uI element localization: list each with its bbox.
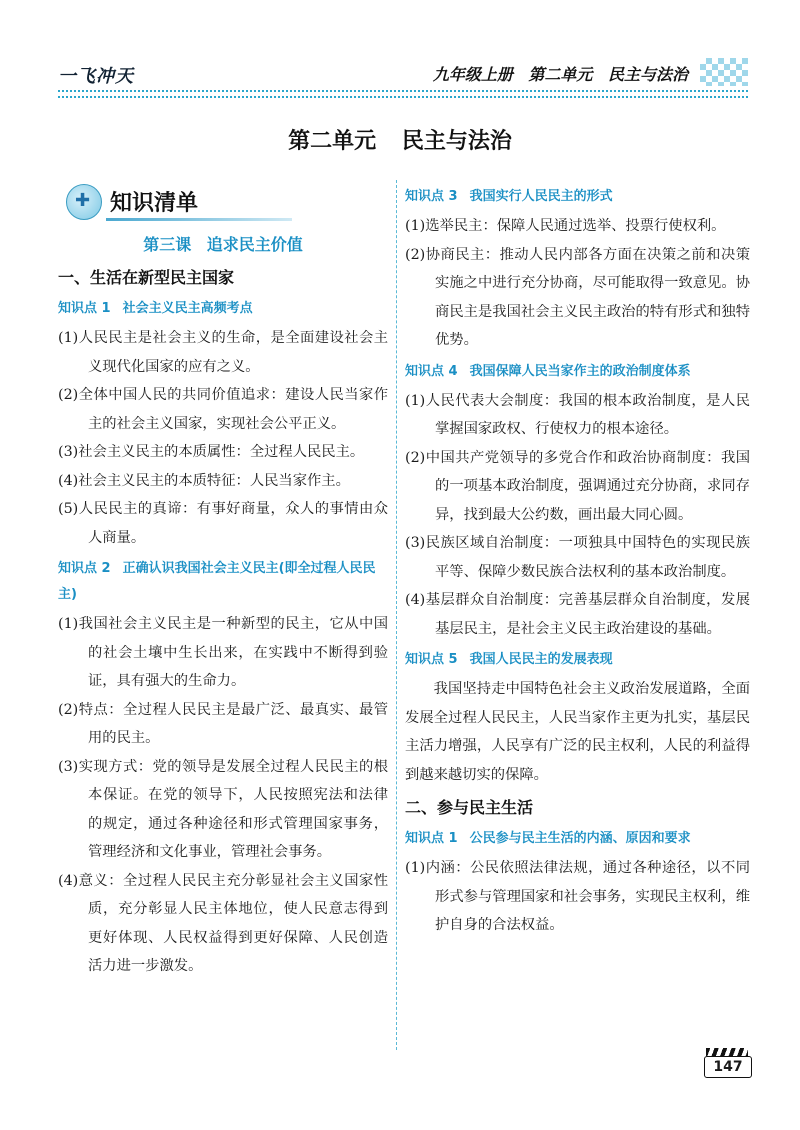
- list-item: (1)我国社会主义民主是一种新型的民主，它从中国的社会土壤中生长出来，在实践中不断得到验证，具有强大的生命力。: [58, 616, 388, 689]
- kp-title: 我国人民民主的发展表现: [469, 652, 613, 667]
- list-item: (5)人民民主的真谛：有事好商量，众人的事情由众人商量。: [58, 501, 388, 546]
- kp-tag: 知识点 3: [405, 189, 458, 204]
- kp-tag: 知识点 1: [405, 831, 458, 846]
- badge-label: 知识清单: [110, 191, 199, 216]
- unit-title: 第二单元 民主与法治: [288, 129, 512, 154]
- running-title: 九年级上册 第二单元 民主与法治: [432, 65, 688, 84]
- column-divider: [396, 180, 397, 1050]
- list-item: (3)社会主义民主的本质属性：全过程人民民主。: [58, 444, 365, 460]
- header-divider: [58, 90, 748, 98]
- kp-tag: 知识点 5: [405, 652, 458, 667]
- list-item: (4)意义：全过程人民民主充分彰显社会主义国家性质，充分彰显人民主体地位，使人民意志得到更好体现、人民权益得到更好保障、人民创造活力进一步激发。: [58, 872, 388, 974]
- knowledge-list-badge: [58, 180, 388, 224]
- stripe-decoration: [706, 1048, 748, 1056]
- puzzle-icon: [66, 184, 102, 220]
- kp-title: 我国实行人民民主的形式: [469, 189, 613, 204]
- list-item: (1)选举民主：保障人民通过选举、投票行使权利。: [405, 218, 726, 234]
- badge-underline: [106, 218, 292, 221]
- list-item: (2)全体中国人民的共同价值追求：建设人民当家作主的社会主义国家，实现社会公平正义。: [58, 387, 388, 432]
- list-item: (2)特点：全过程人民民主是最广泛、最真实、最管用的民主。: [58, 701, 388, 746]
- list-item: (1)人民民主是社会主义的生命，是全面建设社会主义现代化国家的应有之义。: [58, 330, 388, 375]
- knowledge-point-heading: [58, 556, 388, 608]
- kp-title: 我国保障人民当家作主的政治制度体系: [469, 363, 691, 379]
- checker-decoration: [700, 58, 748, 86]
- list-item: (4)社会主义民主的本质特征：人民当家作主。: [58, 472, 350, 489]
- list-item: (2)中国共产党领导的多党合作和政治协商制度：我国的一项基本政治制度，强调通过充分协商，求同存异，找到最大公约数，画出最大同心圆。: [405, 449, 750, 523]
- section-heading: 二、参与民主生活: [405, 798, 534, 817]
- knowledge-point-heading: [405, 184, 750, 210]
- kp-tag: 知识点 1: [58, 301, 111, 316]
- knowledge-point-heading: [58, 296, 388, 322]
- kp-tag: 知识点 2: [58, 561, 111, 576]
- page-header: [58, 52, 748, 92]
- kp-title: 社会主义民主高频考点: [122, 301, 253, 316]
- kp-title: 正确认识我国社会主义民主(即全过程人民民主): [58, 561, 376, 602]
- kp-title: 公民参与民主生活的内涵、原因和要求: [469, 831, 691, 846]
- list-item: (3)民族区域自治制度：一项独具中国特色的实现民族平等、保障少数民族合法权利的基本政治制度。: [405, 535, 750, 580]
- list-item: (1)人民代表大会制度：我国的根本政治制度，是人民掌握国家政权、行使权力的根本途径。: [405, 392, 750, 437]
- kp-tag: 知识点 4: [405, 363, 458, 379]
- lesson-title: 第三课 追求民主价值: [143, 235, 303, 254]
- page-number: 147: [704, 1056, 752, 1078]
- list-item: (4)基层群众自治制度：完善基层群众自治制度，发展基层民主，是社会主义民主政治建设的基础。: [405, 592, 750, 637]
- list-item: (3)实现方式：党的领导是发展全过程人民民主的根本保证。在党的领导下，人民按照宪法和法律的规定，通过各种途径和形式管理国家事务，管理经济和文化事业，管理社会事务。: [58, 758, 388, 860]
- left-column: [58, 180, 388, 981]
- brand-logo: 一飞冲天: [58, 66, 134, 87]
- knowledge-point-heading: [405, 647, 750, 673]
- list-item: (1)内涵：公民依照法律法规，通过各种途径，以不同形式参与管理国家和社会事务，实现民主权利，维护自身的合法权益。: [405, 860, 750, 933]
- knowledge-point-heading: [405, 359, 750, 385]
- right-column: [405, 180, 750, 940]
- knowledge-point-heading: [405, 826, 750, 852]
- page-number-badge: [704, 1048, 750, 1078]
- section-heading: 一、生活在新型民主国家: [58, 268, 235, 287]
- list-item: (2)协商民主：推动人民内部各方面在决策之前和决策实施之中进行充分协商，尽可能取得一致意见。协商民主是我国社会主义民主政治的特有形式和独特优势。: [405, 246, 750, 348]
- paragraph: 我国坚持走中国特色社会主义政治发展道路，全面发展全过程人民民主，人民当家作主更为扎实，基层民主活力增强，人民享有广泛的民主权利，人民的利益得到越来越切实的保障。: [405, 681, 750, 783]
